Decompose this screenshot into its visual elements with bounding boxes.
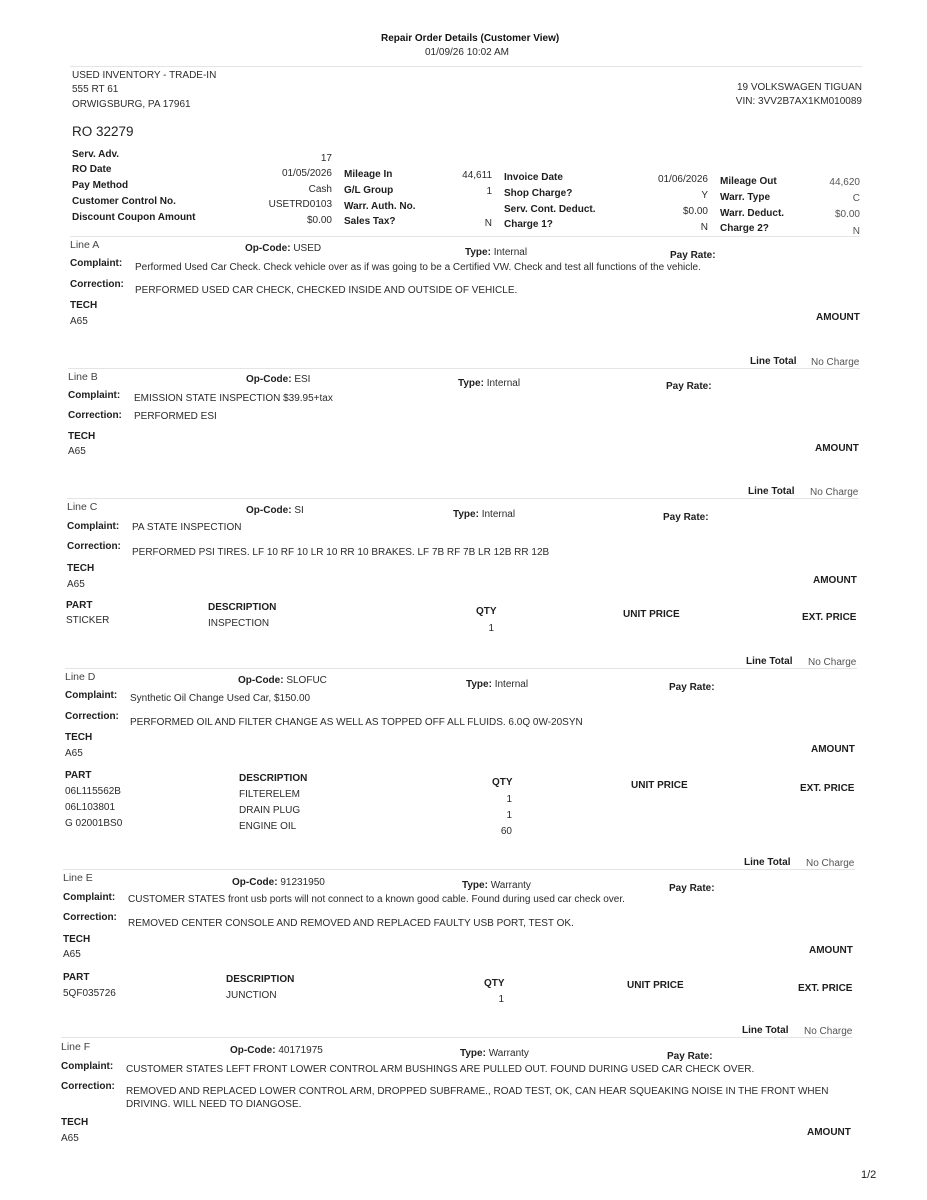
- part-qty: 1: [506, 794, 512, 805]
- line-total-label: Line Total: [744, 857, 791, 868]
- charge1-value: N: [700, 222, 708, 233]
- part-number: STICKER: [66, 615, 110, 626]
- serv-adv-value: 17: [320, 153, 332, 164]
- part-number: 06L103801: [65, 802, 116, 813]
- type-label: Type:: [465, 247, 491, 258]
- description-header: DESCRIPTION: [208, 602, 277, 613]
- page-title: Repair Order Details (Customer View): [381, 33, 560, 44]
- opcode-label: Op-Code:: [232, 877, 278, 888]
- description-header: DESCRIPTION: [226, 974, 295, 985]
- opcode-value: ESI: [294, 374, 311, 385]
- pay-rate-label: Pay Rate:: [667, 1051, 713, 1062]
- discount-value: $0.00: [306, 215, 332, 226]
- opcode-value: SLOFUC: [286, 675, 327, 686]
- page-number: 1/2: [861, 1169, 877, 1181]
- correction-label: Correction:: [65, 711, 119, 722]
- part-description: FILTERELEM: [239, 789, 300, 800]
- complaint-label: Complaint:: [70, 258, 123, 269]
- correction-text: PERFORMED ESI: [134, 411, 217, 422]
- correction-label: Correction:: [68, 410, 122, 421]
- ext-price-header: EXT. PRICE: [798, 983, 853, 994]
- charge2-value: N: [852, 226, 860, 237]
- line-total-value: No Charge: [808, 657, 857, 668]
- line-total-value: No Charge: [810, 487, 859, 498]
- pay-rate-label: Pay Rate:: [663, 512, 709, 523]
- tech-label: TECH: [61, 1117, 89, 1128]
- amount-label: AMOUNT: [816, 312, 860, 323]
- opcode-value: 40171975: [278, 1045, 323, 1056]
- customer-control-value: USETRD0103: [268, 199, 332, 210]
- line-label: Line E: [63, 872, 93, 884]
- warr-auth-label: Warr. Auth. No.: [344, 201, 416, 212]
- mileage-in-label: Mileage In: [344, 169, 393, 180]
- tech-label: TECH: [67, 563, 95, 574]
- complaint-label: Complaint:: [63, 892, 116, 903]
- charge1-label: Charge 1?: [504, 219, 553, 230]
- unit-price-header: UNIT PRICE: [623, 609, 680, 620]
- correction-text: PERFORMED OIL AND FILTER CHANGE AS WELL AS TOPPED OFF ALL FLUIDS. 6.0Q 0W-20SYN: [130, 717, 583, 728]
- unit-price-header: UNIT PRICE: [627, 980, 684, 991]
- opcode-value: 91231950: [280, 877, 325, 888]
- opcode-label: Op-Code:: [238, 675, 284, 686]
- complaint-text: CUSTOMER STATES LEFT FRONT LOWER CONTROL ARM BUSHINGS ARE PULLED OUT. FOUND DURING USED CAR CHECK OVER.: [126, 1064, 755, 1075]
- type-label: Type:: [466, 679, 492, 690]
- divider: [70, 236, 860, 237]
- complaint-label: Complaint:: [67, 521, 120, 532]
- tech-value: A65: [63, 949, 81, 960]
- type-value: Internal: [486, 378, 521, 389]
- complaint-text: Performed Used Car Check. Check vehicle over as if was going to be a Certified VW. Check and test all functions of the vehicle.: [135, 262, 701, 273]
- opcode-label: Op-Code:: [246, 374, 292, 385]
- line-label: Line D: [65, 671, 96, 683]
- part-qty: 1: [506, 810, 512, 821]
- sales-tax-value: N: [484, 218, 492, 229]
- warr-deduct-value: $0.00: [834, 209, 860, 220]
- complaint-text: Synthetic Oil Change Used Car, $150.00: [130, 693, 311, 704]
- tech-label: TECH: [63, 934, 91, 945]
- invoice-date-label: Invoice Date: [504, 172, 563, 183]
- ro-date-label: RO Date: [72, 164, 112, 175]
- part-number: 06L115562B: [65, 786, 121, 797]
- customer-address-2: ORWIGSBURG, PA 17961: [72, 99, 191, 110]
- shop-charge-value: Y: [701, 190, 708, 201]
- ro-number: RO 32279: [72, 124, 134, 139]
- divider: [63, 869, 855, 870]
- correction-text-line-2: DRIVING. WILL NEED TO DIANGOSE.: [126, 1099, 302, 1110]
- serv-cont-value: $0.00: [682, 206, 708, 217]
- pay-method-value: Cash: [308, 184, 332, 195]
- correction-text: PERFORMED USED CAR CHECK, CHECKED INSIDE AND OUTSIDE OF VEHICLE.: [135, 285, 518, 296]
- line-total-value: No Charge: [811, 357, 860, 368]
- tech-label: TECH: [65, 732, 93, 743]
- customer-control-label: Customer Control No.: [72, 196, 176, 207]
- correction-label: Correction:: [63, 912, 117, 923]
- pay-rate-label: Pay Rate:: [670, 250, 716, 261]
- ro-date-value: 01/05/2026: [281, 168, 332, 179]
- tech-value: A65: [68, 446, 86, 457]
- tech-value: A65: [70, 316, 88, 327]
- sales-tax-label: Sales Tax?: [344, 216, 396, 227]
- ext-price-header: EXT. PRICE: [800, 783, 855, 794]
- type-value: Internal: [493, 247, 528, 258]
- line-label: Line A: [70, 239, 100, 251]
- divider: [70, 66, 862, 67]
- part-qty: 60: [500, 826, 512, 837]
- amount-label: AMOUNT: [815, 443, 859, 454]
- line-total-label: Line Total: [742, 1025, 789, 1036]
- type-label: Type:: [458, 378, 484, 389]
- customer-address-1: 555 RT 61: [72, 84, 119, 95]
- discount-label: Discount Coupon Amount: [72, 212, 196, 223]
- warr-type-label: Warr. Type: [720, 192, 771, 203]
- pay-rate-label: Pay Rate:: [669, 883, 715, 894]
- amount-label: AMOUNT: [807, 1127, 851, 1138]
- complaint-text: PA STATE INSPECTION: [132, 522, 242, 533]
- type-value: Internal: [481, 509, 516, 520]
- tech-value: A65: [61, 1133, 79, 1144]
- mileage-out-value: 44,620: [829, 177, 860, 188]
- complaint-label: Complaint:: [65, 690, 118, 701]
- amount-label: AMOUNT: [813, 575, 857, 586]
- part-description: JUNCTION: [226, 990, 277, 1001]
- divider: [65, 668, 857, 669]
- complaint-label: Complaint:: [61, 1061, 114, 1072]
- line-total-label: Line Total: [748, 486, 795, 497]
- correction-text-line-1: REMOVED AND REPLACED LOWER CONTROL ARM, DROPPED SUBFRAME., ROAD TEST, OK, CAN HEAR SQUEAKING NOISE IN THE FRONT WHEN: [126, 1086, 829, 1097]
- tech-value: A65: [65, 748, 83, 759]
- correction-label: Correction:: [70, 279, 124, 290]
- invoice-date-value: 01/06/2026: [657, 174, 708, 185]
- unit-price-header: UNIT PRICE: [631, 780, 688, 791]
- charge2-label: Charge 2?: [720, 223, 769, 234]
- amount-label: AMOUNT: [811, 744, 855, 755]
- part-description: DRAIN PLUG: [239, 805, 301, 816]
- opcode-value: SI: [294, 505, 304, 516]
- gl-group-value: 1: [486, 186, 492, 197]
- type-value: Internal: [494, 679, 529, 690]
- part-qty: 1: [488, 623, 494, 634]
- type-label: Type:: [453, 509, 479, 520]
- correction-label: Correction:: [67, 541, 121, 552]
- print-datetime: 01/09/26 10:02 AM: [425, 47, 509, 58]
- description-header: DESCRIPTION: [239, 773, 308, 784]
- type-label: Type:: [460, 1048, 486, 1059]
- part-number: G 02001BS0: [65, 818, 123, 829]
- mileage-in-value: 44,611: [462, 170, 492, 181]
- mileage-out-label: Mileage Out: [720, 176, 777, 187]
- opcode-label: Op-Code:: [246, 505, 292, 516]
- warr-deduct-label: Warr. Deduct.: [720, 208, 785, 219]
- line-label: Line F: [61, 1041, 91, 1053]
- line-total-label: Line Total: [750, 356, 797, 367]
- pay-rate-label: Pay Rate:: [666, 381, 712, 392]
- part-header: PART: [65, 770, 92, 781]
- tech-label: TECH: [70, 300, 98, 311]
- type-value: Warranty: [488, 1048, 529, 1059]
- complaint-text: CUSTOMER STATES front usb ports will not connect to a known good cable. Found during used car check over.: [128, 894, 625, 905]
- part-number: 5QF035726: [63, 988, 116, 999]
- line-total-label: Line Total: [746, 656, 793, 667]
- ext-price-header: EXT. PRICE: [802, 612, 857, 623]
- amount-label: AMOUNT: [809, 945, 853, 956]
- warr-type-value: C: [852, 193, 860, 204]
- line-label: Line B: [68, 371, 98, 383]
- line-total-value: No Charge: [804, 1026, 853, 1037]
- tech-value: A65: [67, 579, 85, 590]
- divider: [68, 368, 860, 369]
- type-label: Type:: [462, 880, 488, 891]
- shop-charge-label: Shop Charge?: [504, 188, 573, 199]
- complaint-label: Complaint:: [68, 390, 121, 401]
- correction-text: PERFORMED PSI TIRES. LF 10 RF 10 LR 10 RR 10 BRAKES. LF 7B RF 7B LR 12B RR 12B: [132, 547, 550, 558]
- type-value: Warranty: [490, 880, 531, 891]
- qty-header: QTY: [492, 777, 513, 788]
- divider: [67, 498, 859, 499]
- part-description: INSPECTION: [208, 618, 270, 629]
- correction-label: Correction:: [61, 1081, 115, 1092]
- correction-text: REMOVED CENTER CONSOLE AND REMOVED AND REPLACED FAULTY USB PORT, TEST OK.: [128, 918, 574, 929]
- line-label: Line C: [67, 501, 98, 513]
- qty-header: QTY: [476, 606, 497, 617]
- opcode-label: Op-Code:: [230, 1045, 276, 1056]
- customer-name: USED INVENTORY - TRADE-IN: [72, 70, 217, 81]
- gl-group-label: G/L Group: [344, 185, 394, 196]
- complaint-text: EMISSION STATE INSPECTION $39.95+tax: [134, 393, 333, 404]
- qty-header: QTY: [484, 978, 505, 989]
- line-total-value: No Charge: [806, 858, 855, 869]
- pay-method-label: Pay Method: [72, 180, 129, 191]
- vehicle-vin: VIN: 3VV2B7AX1KM010089: [735, 96, 862, 107]
- opcode-label: Op-Code:: [245, 243, 291, 254]
- serv-adv-label: Serv. Adv.: [72, 149, 120, 160]
- tech-label: TECH: [68, 431, 96, 442]
- serv-cont-label: Serv. Cont. Deduct.: [504, 204, 596, 215]
- part-qty: 1: [498, 994, 504, 1005]
- vehicle-model: 19 VOLKSWAGEN TIGUAN: [736, 82, 862, 93]
- pay-rate-label: Pay Rate:: [669, 682, 715, 693]
- opcode-value: USED: [293, 243, 322, 254]
- part-header: PART: [63, 972, 90, 983]
- part-header: PART: [66, 600, 93, 611]
- divider: [61, 1037, 853, 1038]
- part-description: ENGINE OIL: [239, 821, 297, 832]
